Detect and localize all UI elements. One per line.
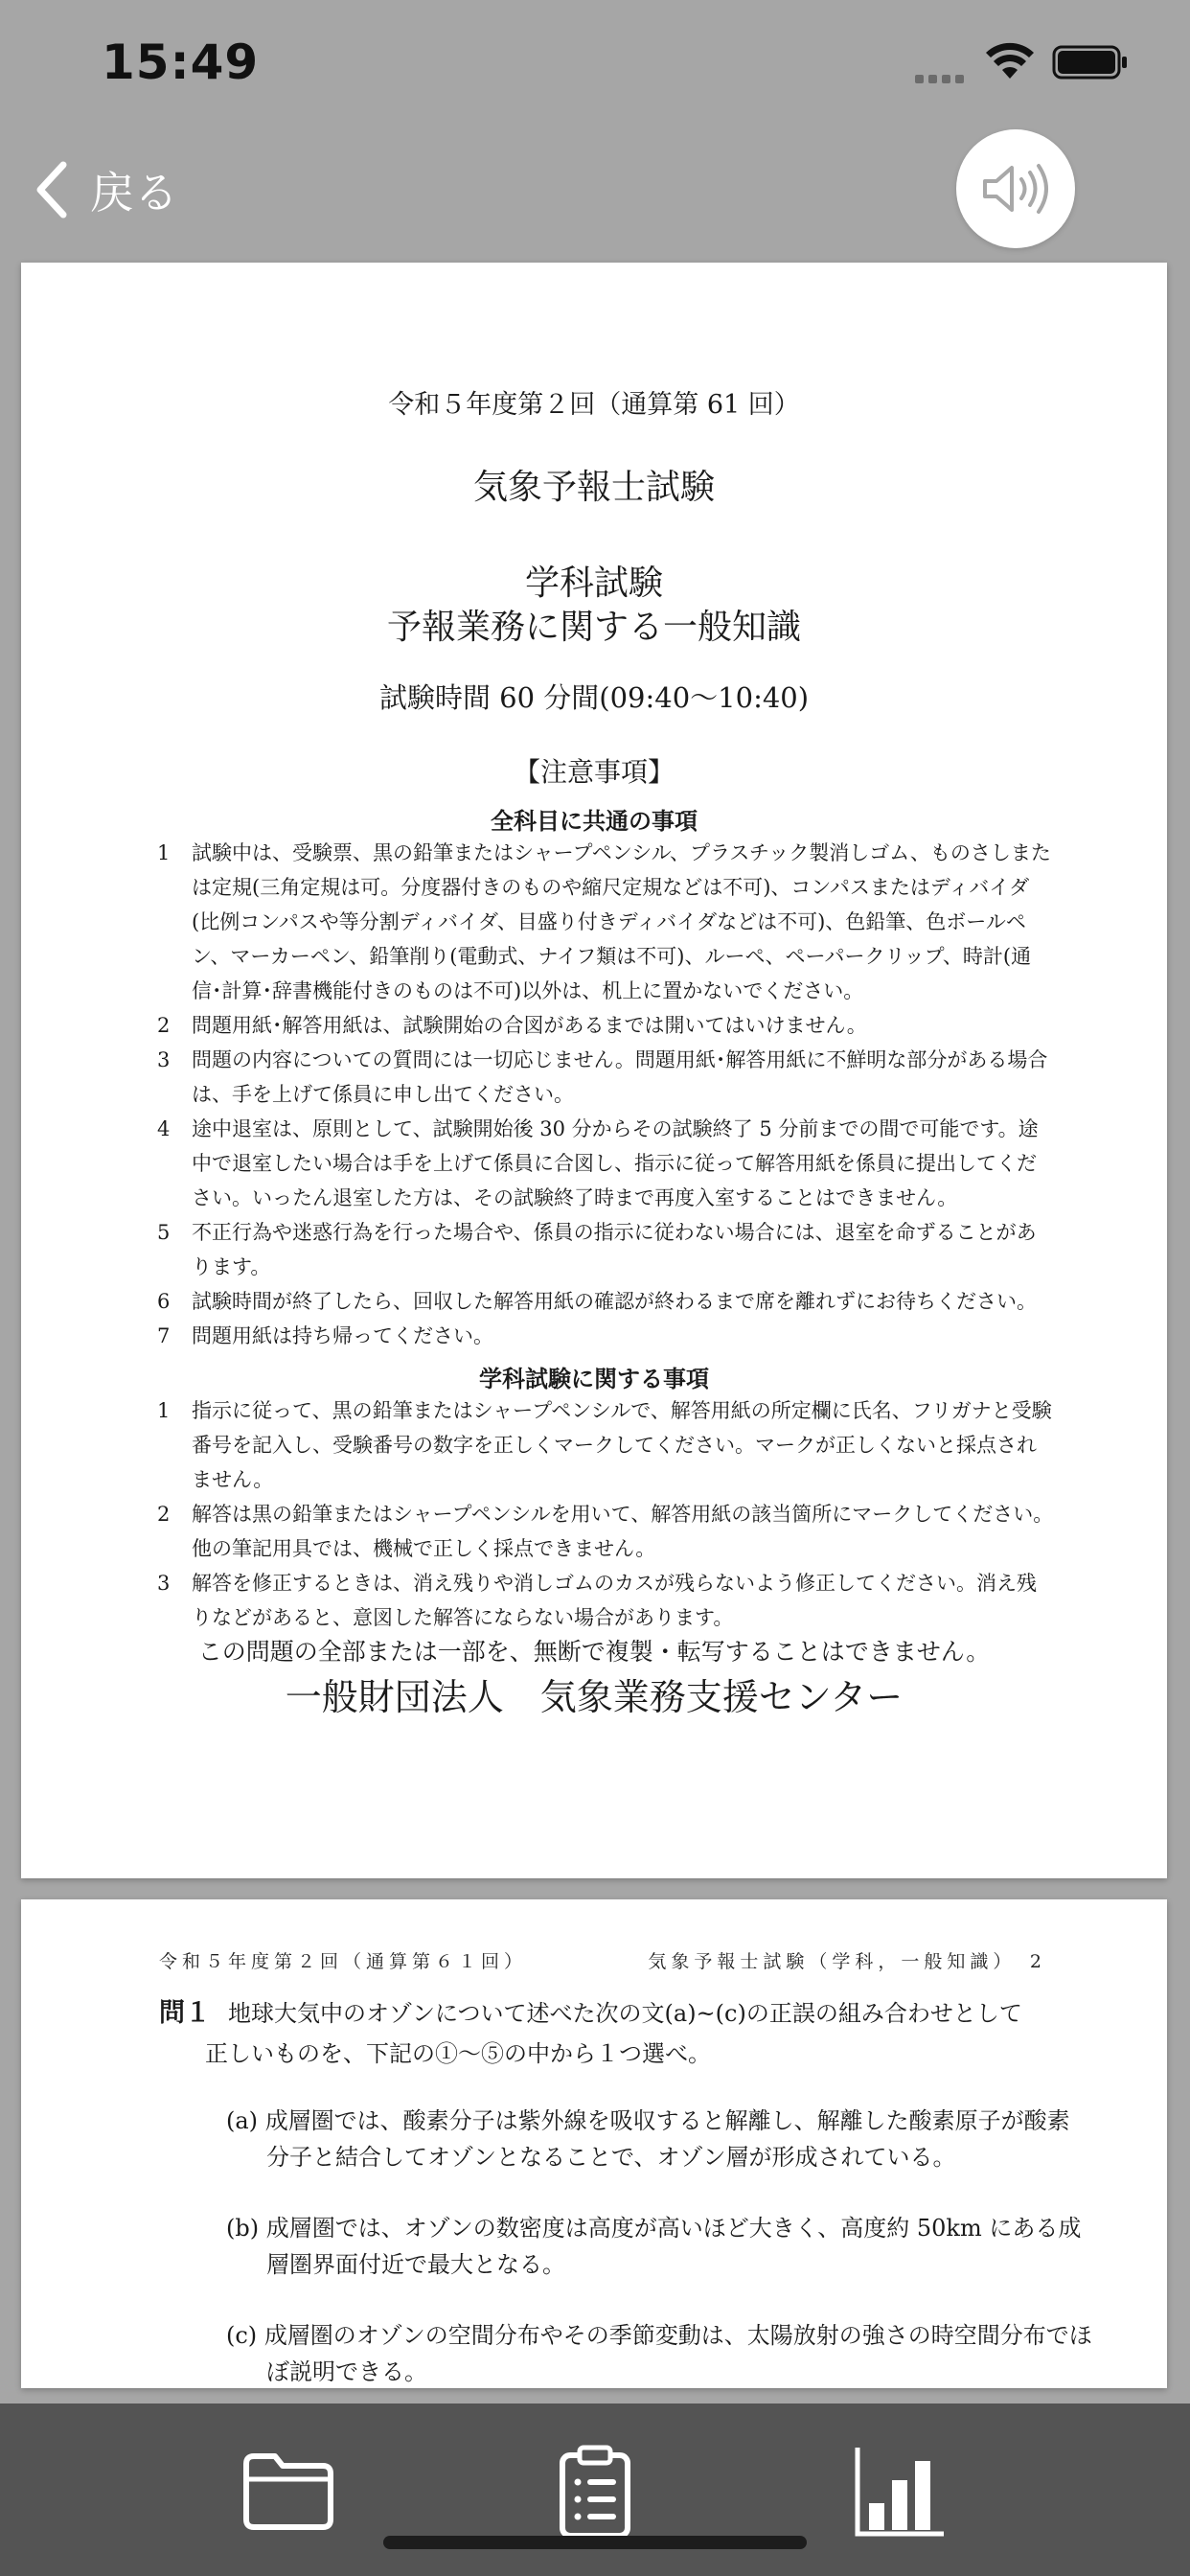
back-label: 戻る <box>90 167 178 218</box>
gakka-rules-list <box>157 1393 1056 1635</box>
audio-button[interactable] <box>956 129 1075 248</box>
back-button[interactable] <box>34 156 178 223</box>
list-item: 5 不正行為や迷惑行為を行った場合や、係員の指示に従わない場合には、退室を命ずることがあります。 <box>157 1221 1037 1278</box>
list-item: 2 解答は黒の鉛筆またはシャープペンシルを用いて、解答用紙の該当箇所にマークしてください。他の筆記用具では、機械で正しく採点できません。 <box>157 1503 1054 1560</box>
exam-session: 令和５年度第２回（通算第 61 回） <box>388 390 800 420</box>
list-item: 7 問題用紙は持ち帰ってください。 <box>157 1324 493 1347</box>
common-rules-heading: 全科目に共通の事項 <box>491 807 698 835</box>
statement-c: (c) 成層圏のオゾンの空間分布やその季節変動は、太陽放射の強さの時空間分布でほぼ説明できる。 <box>226 2322 1092 2385</box>
notice-heading: 【注意事項】 <box>513 756 675 788</box>
subject-title: 学科試験 <box>524 564 663 603</box>
page-header-right: 気象予報士試験（学科，一般知識） 2 <box>648 1951 1046 1972</box>
exam-name: 気象予報士試験 <box>472 468 715 507</box>
bar-chart-icon <box>852 2444 948 2540</box>
question-label: 問１ <box>159 1998 211 2028</box>
speaker-icon <box>977 160 1054 218</box>
document-page-2 <box>21 1899 1167 2388</box>
navigation-bar <box>0 129 1190 254</box>
exam-time: 試験時間 60 分間(09:40～10:40) <box>378 681 810 714</box>
common-rules-list <box>157 836 1056 1353</box>
list-item: 1 指示に従って、黒の鉛筆またはシャープペンシルで、解答用紙の所定欄に氏名、フリガナと受験番号を記入し、受験番号の数字を正しくマークしてください。マークが正しくないと採点されません。 <box>157 1399 1052 1491</box>
question-text-line1: 地球大気中のオゾンについて述べた次の文(a)~(c)の正誤の組み合わせとして <box>228 2000 1022 2027</box>
tab-clipboard[interactable] <box>542 2444 648 2540</box>
organization-name: 一般財団法人 気象業務支援センター <box>285 1676 904 1718</box>
gakka-rules-heading: 学科試験に関する事項 <box>479 1365 709 1392</box>
statement-b: (b) 成層圏では、オゾンの数密度は高度が高いほど大きく、高度約 50km にある成層圏界面付近で最大となる。 <box>226 2215 1082 2278</box>
list-item: 2 問題用紙･解答用紙は、試験開始の合図があるまでは開いてはいけません。 <box>157 1014 867 1037</box>
tab-folder[interactable] <box>236 2444 341 2540</box>
statement-a: (a) 成層圏では、酸素分子は紫外線を吸収すると解離し、解離した酸素原子が酸素分子と結合してオゾンとなることで、オゾン層が形成されている。 <box>226 2107 1070 2171</box>
status-time: 15:49 <box>102 34 260 90</box>
folder-icon <box>240 2450 336 2533</box>
home-indicator <box>383 2536 807 2549</box>
list-item: 1 試験中は、受験票、黒の鉛筆またはシャープペンシル、プラスチック製消しゴム、ものさしまたは定規(三角定規は可。分度器付きのものや縮尺定規などは不可)、コンパスまたはディバイダ(比例コンパスや等分割ディバイダ、目盛り付きディバイダなどは不可)、色鉛筆、色ボールペン、マーカーペン、鉛筆削り(電動式、ナイフ類は不可)、ルーペ、ペーパークリップ、時計(通信･計算･辞書機能付きのものは不可)以外は、机上に置かないでください。 <box>157 841 1051 1002</box>
list-item: 3 解答を修正するときは、消え残りや消しゴムのカスが残らないよう修正してください。消え残りなどがあると、意図した解答にならない場合があります。 <box>157 1572 1037 1629</box>
list-item: 6 試験時間が終了したら、回収した解答用紙の確認が終わるまで席を離れずにお待ちください。 <box>157 1290 1037 1313</box>
subject-subtitle: 予報業務に関する一般知識 <box>386 608 801 647</box>
clipboard-icon <box>557 2444 633 2540</box>
tab-statistics[interactable] <box>847 2444 952 2540</box>
list-item: 3 問題の内容についての質問には一切応じません。問題用紙･解答用紙に不鮮明な部分がある場合は、手を上げて係員に申し出てください。 <box>157 1048 1048 1106</box>
page-header-left: 令和５年度第２回（通算第６１回） <box>159 1951 528 1972</box>
chevron-left-icon <box>34 159 69 220</box>
battery-icon <box>1052 45 1129 80</box>
status-bar <box>0 0 1190 129</box>
document-page-1 <box>21 263 1167 1878</box>
copyright-notice: この問題の全部または一部を、無断で複製・転写することはできません。 <box>197 1638 991 1666</box>
list-item: 4 途中退室は、原則として、試験開始後 30 分からその試験終了 5 分前までの間で可能です。途中で退室したい場合は手を上げて係員に合図し、指示に従って解答用紙を係員に提出してください。いったん退室した方は、その試験終了時まで再度入室することはできません。 <box>157 1117 1039 1209</box>
cellular-signal-icon <box>915 69 969 87</box>
page-header <box>159 1947 1046 1973</box>
question-text-line2: 正しいものを、下記の①～⑤の中から１つ選べ。 <box>205 2040 711 2067</box>
wifi-icon <box>985 42 1035 80</box>
tab-bar <box>0 2404 1190 2576</box>
question-1 <box>159 1993 1052 2074</box>
